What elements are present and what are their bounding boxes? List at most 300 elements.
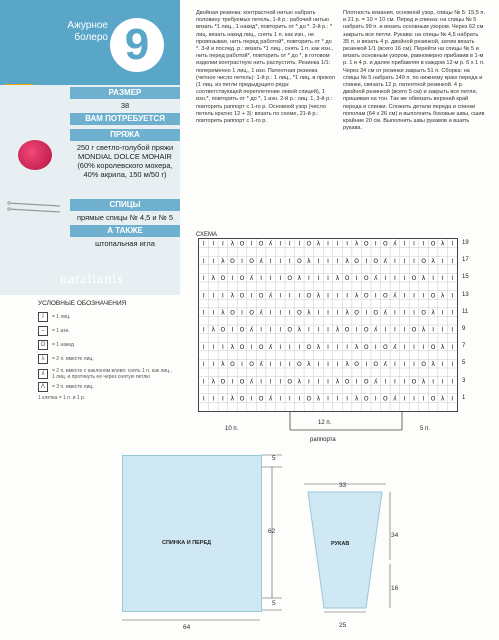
chart-cell-symbol: I bbox=[221, 395, 224, 403]
chart-cell-symbol: O bbox=[363, 240, 369, 248]
chart-cell-symbol: O bbox=[373, 257, 379, 265]
chart-cell-symbol: I bbox=[317, 378, 320, 386]
chart-cell-symbol: I bbox=[413, 395, 415, 403]
chart-cell-symbol: O bbox=[239, 275, 245, 283]
needles-header: СПИЦЫ bbox=[70, 199, 180, 211]
chart-cell-symbol: I bbox=[260, 275, 263, 283]
chart-cell-symbol: O bbox=[230, 361, 235, 369]
chart-cell-symbol: λ bbox=[354, 292, 359, 300]
chart-cell-symbol: λ bbox=[230, 292, 235, 300]
chart-cell-symbol: I bbox=[327, 343, 329, 351]
chart-cell-symbol: λ bbox=[307, 257, 311, 265]
chart-cell-symbol: ʎ bbox=[373, 326, 378, 334]
chart-cell-symbol: I bbox=[441, 309, 444, 317]
chart-cell-symbol: I bbox=[422, 240, 425, 248]
chart-cell-symbol: I bbox=[298, 343, 301, 351]
back-top-dim: 5 bbox=[272, 455, 276, 462]
chart-cell-symbol: λ bbox=[354, 343, 359, 351]
chart-cell-symbol: I bbox=[250, 343, 253, 351]
chart-cell-symbol: I bbox=[241, 361, 243, 369]
chart-cell-symbol: ʎ bbox=[259, 361, 263, 369]
chart-cell-symbol: ʎ bbox=[268, 343, 273, 351]
chart-cell-symbol: I bbox=[441, 326, 444, 334]
chart-cell-symbol: ʎ bbox=[249, 326, 254, 334]
chart-cell-symbol: I bbox=[298, 292, 301, 300]
chart-cell-symbol: O bbox=[249, 309, 254, 317]
yarn-header: ПРЯЖА bbox=[70, 129, 180, 141]
chart-cell-symbol: O bbox=[249, 257, 254, 265]
chart-cell-symbol: I bbox=[260, 326, 263, 334]
chart-cell-symbol: O bbox=[354, 257, 360, 265]
needles-value: прямые спицы № 4,5 и № 5 bbox=[77, 213, 173, 222]
chart-cell-symbol: O bbox=[430, 395, 436, 403]
chart-cell-symbol: I bbox=[288, 240, 291, 248]
legend-title: УСЛОВНЫЕ ОБОЗНАЧЕНИЯ bbox=[38, 300, 127, 307]
instructions-col1: Двойная резинка: контрастной нитью набрать половину требуемых петель, 1-й р.: рабочей нитью вязать *1 лиц., 1 накид*, повторить от * до *. 2-й р.: * лиц. вязать накид лиц., снять 1 п. как изн., не провязывая, нить перед работой*, повторить от * до *. 3-й и послед. р.: вязать *1 лиц., снять 1 п. как изн., нить перед работой*, повторить от * до *, в готовом изделии контрастную нить распустить. Резинка 1/1: попеременно 1 лиц., 1 изн. Патентная резинка (четное число петель): 1-й р.: 1 лиц., *1 лиц. в прокол (1 лиц. из петли предыдущего ряда: соответствующей переплетение левой спицей), 1 изн.*, повторить от * до *, 1 изн. 2-й р.: лиц. 1, 3-й р.: повторить раппорт с 1-го р. Основной узор (число петель кратно 12 + 3): вязать по схеме, 21-й р.: повторить раппорт с 1-го р. bbox=[196, 10, 335, 125]
legend-text: = 3 п. вместе лиц. bbox=[52, 384, 94, 390]
chart-cell-symbol: I bbox=[413, 257, 415, 265]
chart-cell-symbol: I bbox=[422, 395, 425, 403]
chart-cell-symbol: ʎ bbox=[393, 292, 397, 300]
chart-cell-symbol: I bbox=[307, 275, 310, 283]
chart-cell-symbol: ʎ bbox=[393, 343, 397, 351]
pattern-title: Ажурное болеро bbox=[67, 20, 108, 43]
back-width-dim: 64 bbox=[183, 624, 191, 631]
chart-cell-symbol: I bbox=[288, 361, 291, 369]
chart-cell-symbol: I bbox=[212, 343, 215, 351]
chart-cell-symbol: O bbox=[382, 240, 388, 248]
chart-cell-symbol: I bbox=[327, 395, 329, 403]
chart-cell-symbol: I bbox=[422, 343, 425, 351]
chart-cell-symbol: I bbox=[269, 326, 272, 334]
chart-cell-symbol: I bbox=[441, 361, 444, 369]
legend-symbol: λ bbox=[38, 354, 48, 364]
chart-cell-symbol: I bbox=[393, 378, 396, 386]
chart-cell-symbol: I bbox=[393, 326, 396, 334]
chart-cell-symbol: I bbox=[212, 309, 215, 317]
chart-cell-symbol: λ bbox=[221, 361, 225, 369]
chart-cell-symbol: λ bbox=[316, 395, 321, 403]
chart-cell-symbol: λ bbox=[230, 343, 235, 351]
chart-cell-symbol: λ bbox=[307, 309, 311, 317]
legend-symbol: O bbox=[38, 340, 48, 350]
chart-cell-symbol: I bbox=[202, 292, 205, 300]
legend-item bbox=[38, 382, 172, 392]
chart-cell-symbol: λ bbox=[211, 326, 216, 334]
chart-row-number: 19 bbox=[462, 240, 469, 246]
rapport-bracket bbox=[198, 412, 456, 436]
sleeve-top-dim: 33 bbox=[339, 482, 347, 489]
also-value: штопальная игла bbox=[95, 239, 155, 248]
legend-text: = 1 изн. bbox=[52, 328, 70, 334]
sleeve-piece bbox=[300, 480, 400, 615]
chart-cell-symbol: I bbox=[269, 378, 272, 386]
chart-cell-symbol: λ bbox=[230, 395, 235, 403]
chart-cell-symbol: O bbox=[382, 395, 388, 403]
chart-cell-symbol: I bbox=[279, 326, 282, 334]
chart-cell-symbol: I bbox=[403, 309, 406, 317]
chart-cell-symbol: λ bbox=[421, 378, 426, 386]
chart-row-number: 13 bbox=[462, 291, 469, 298]
chart-cell-symbol: I bbox=[384, 378, 387, 386]
chart-cell-symbol: λ bbox=[221, 257, 225, 265]
chart-row-number: 1 bbox=[462, 394, 466, 401]
chart-cell-symbol: O bbox=[421, 361, 426, 369]
legend-text: = 2 п. вместе лиц. bbox=[52, 356, 94, 362]
chart-cell-symbol: I bbox=[212, 240, 215, 248]
chart-cell-symbol: I bbox=[221, 292, 224, 300]
chart-cell-symbol: O bbox=[421, 309, 426, 317]
chart-cell-symbol: I bbox=[384, 275, 387, 283]
chart-cell-symbol: I bbox=[279, 343, 282, 351]
chart-cell-symbol: ʎ bbox=[268, 292, 273, 300]
chart-cell-symbol: λ bbox=[297, 275, 302, 283]
chart-cell-symbol: I bbox=[298, 240, 301, 248]
sleeve-label: РУКАВ bbox=[331, 541, 350, 547]
chart-cell-symbol: I bbox=[288, 343, 291, 351]
legend-text: = 1 накид bbox=[52, 342, 74, 348]
chart-cell-symbol: λ bbox=[431, 257, 435, 265]
legend-note: 1 клетка = 1 п. и 1 р. bbox=[38, 395, 86, 401]
chart-cell-symbol: O bbox=[306, 343, 312, 351]
chart-cell-symbol: I bbox=[202, 326, 205, 334]
chart-cell-symbol: I bbox=[413, 361, 415, 369]
chart-cell-symbol: I bbox=[365, 361, 368, 369]
chart-cell-symbol: I bbox=[413, 309, 415, 317]
sleeve-cuff-dim: 16 bbox=[391, 585, 399, 592]
chart-cell-symbol: I bbox=[451, 309, 454, 317]
chart-cell-symbol: I bbox=[336, 292, 339, 300]
legend-symbol: ʎ bbox=[38, 369, 48, 379]
chart-cell-symbol: O bbox=[306, 395, 312, 403]
chart-cell-symbol: I bbox=[336, 309, 339, 317]
chart-cell-symbol: I bbox=[288, 257, 291, 265]
chart-cell-symbol: I bbox=[241, 309, 243, 317]
chart-cell-symbol: I bbox=[307, 326, 310, 334]
chart-cell-symbol: I bbox=[317, 326, 320, 334]
legend-item bbox=[38, 326, 172, 336]
chart-cell-symbol: I bbox=[413, 343, 415, 351]
chart-cell-symbol: O bbox=[296, 257, 302, 265]
chart-cell-symbol: I bbox=[441, 378, 444, 386]
chart-cell-symbol: I bbox=[346, 343, 349, 351]
chart-cell-symbol: λ bbox=[431, 309, 435, 317]
chart-cell-symbol: I bbox=[241, 257, 243, 265]
legend-item bbox=[38, 368, 172, 380]
chart-cell-symbol: I bbox=[393, 257, 396, 265]
instructions-col2: Плотность вязания, основной узор, спицы № 5: 15,5 п. и 21 р. = 10 × 10 см. Перед и спинка: на спицы № 5 набрать 99 п. и вязать основным узором. Через 62 см закрыть все петли. Рукава: на спицы № 4,5 набрать 35 п. и вязать 4 р. двойной резинкой, затем вязать резинкой 1/1 (всего 16 см). Перейти на спицы № 5 и вязать основным узором, равномерно прибавив в 1-м р. 1 и 4 р. и далее прибавляя в каждом 12-м р. 6 х 1 п. Через 34 см от резинки закрыть 51 п. Сборка: на спицы № 5 набрать 149 п. по нижнему краю переда и спинки, связать 12 р. патентной резинкой. 4 р. двойной резинкой (всего 5 см) и закрыть все петли, пришивая на тон. Так же обвязать верхний край переда и спинки. Сложить детали переда и спинки пополам (64 х 26 см) и выполнить боковые швы, сшив крайние 20 см. Выполнить швы рукавов и вшить рукава. bbox=[343, 10, 486, 132]
chart-cell-symbol: I bbox=[336, 395, 339, 403]
chart-cell-symbol: I bbox=[403, 326, 406, 334]
chart-cell-symbol: I bbox=[212, 292, 215, 300]
chart-cell-symbol: I bbox=[451, 292, 454, 300]
chart-cell-symbol: O bbox=[287, 326, 293, 334]
chart-cell-symbol: I bbox=[279, 275, 282, 283]
chart-cell-symbol: I bbox=[202, 309, 205, 317]
chart-cell-symbol: O bbox=[287, 378, 293, 386]
chart-cell-symbol: I bbox=[202, 361, 205, 369]
chart-cell-symbol: I bbox=[403, 275, 406, 283]
chart-cell-symbol: λ bbox=[421, 326, 426, 334]
chart-cell-symbol: I bbox=[269, 275, 272, 283]
chart-cell-symbol: O bbox=[421, 257, 426, 265]
chart-cell-symbol: O bbox=[382, 343, 388, 351]
chart-cell-symbol: O bbox=[220, 378, 226, 386]
chart-cell-symbol: λ bbox=[335, 378, 340, 386]
chart-cell-symbol: I bbox=[346, 240, 349, 248]
chart-cell-symbol: λ bbox=[316, 343, 321, 351]
chart-cell-symbol: I bbox=[202, 275, 205, 283]
chart-cell-symbol: λ bbox=[297, 326, 302, 334]
chart-cell-symbol: O bbox=[430, 240, 436, 248]
chart-cell-symbol: I bbox=[451, 343, 454, 351]
chart-cell-symbol: ʎ bbox=[259, 257, 263, 265]
chart-cell-symbol: I bbox=[403, 257, 406, 265]
chart-cell-symbol: I bbox=[260, 378, 263, 386]
legend-item bbox=[38, 312, 172, 322]
needles-image bbox=[6, 200, 62, 214]
chart-cell-symbol: O bbox=[382, 292, 388, 300]
chart-cell-symbol: I bbox=[202, 378, 205, 386]
brand-watermark: natalianis bbox=[60, 272, 124, 287]
chart-cell-symbol: I bbox=[403, 378, 406, 386]
chart-cell-symbol: λ bbox=[297, 378, 302, 386]
chart-cell-symbol: I bbox=[202, 343, 205, 351]
chart-cell-symbol: O bbox=[344, 275, 350, 283]
yarn-ball-image bbox=[18, 140, 52, 170]
legend-symbol: – bbox=[38, 326, 48, 336]
chart-cell-symbol: λ bbox=[211, 275, 216, 283]
chart-cell-symbol: λ bbox=[307, 361, 311, 369]
chart-cell-symbol: I bbox=[202, 257, 205, 265]
size-header: РАЗМЕР bbox=[70, 87, 180, 99]
chart-cell-symbol: λ bbox=[335, 275, 340, 283]
chart-cell-symbol: I bbox=[393, 309, 396, 317]
chart-cell-symbol: O bbox=[258, 343, 264, 351]
chart-cell-symbol: O bbox=[411, 275, 417, 283]
chart-cell-symbol: I bbox=[250, 240, 253, 248]
chart-cell-symbol: I bbox=[212, 257, 215, 265]
chart-cell-symbol: I bbox=[393, 275, 396, 283]
chart-cell-symbol: I bbox=[317, 361, 320, 369]
chart-cell-symbol: I bbox=[365, 257, 368, 265]
chart-cell-symbol: I bbox=[317, 275, 320, 283]
chart-cell-symbol: O bbox=[230, 309, 235, 317]
chart-cell-symbol: ʎ bbox=[373, 275, 378, 283]
chart-cell-symbol: I bbox=[403, 240, 406, 248]
chart-cell-symbol: λ bbox=[354, 240, 359, 248]
chart-bottom-right: 5 п. bbox=[420, 426, 430, 432]
chart-cell-symbol: O bbox=[239, 240, 245, 248]
chart-cell-symbol: I bbox=[298, 395, 301, 403]
chart-cell-symbol: I bbox=[441, 257, 444, 265]
chart-cell-symbol: I bbox=[422, 292, 425, 300]
chart-cell-symbol: I bbox=[279, 361, 282, 369]
chart-cell-symbol: I bbox=[355, 275, 358, 283]
chart-cell-symbol: λ bbox=[211, 378, 216, 386]
chart-cell-symbol: O bbox=[258, 240, 264, 248]
chart-cell-symbol: I bbox=[231, 378, 234, 386]
also-header: А ТАКЖЕ bbox=[70, 225, 180, 237]
chart-cell-symbol: λ bbox=[221, 309, 225, 317]
chart-cell-symbol: I bbox=[279, 395, 282, 403]
chart-cell-symbol: I bbox=[365, 309, 368, 317]
chart-cell-symbol: I bbox=[451, 378, 454, 386]
chart-cell-symbol: I bbox=[355, 378, 358, 386]
chart-cell-symbol: I bbox=[327, 361, 329, 369]
back-dimensions bbox=[120, 450, 290, 640]
chart-cell-symbol: I bbox=[346, 395, 349, 403]
back-mid-dim: 62 bbox=[268, 528, 276, 535]
chart-cell-symbol: I bbox=[327, 326, 329, 334]
chart-cell-symbol: I bbox=[451, 257, 454, 265]
chart-cell-symbol: I bbox=[212, 395, 215, 403]
chart-cell-symbol: I bbox=[327, 378, 329, 386]
chart-cell-symbol: O bbox=[344, 326, 350, 334]
chart-cell-symbol: O bbox=[373, 361, 379, 369]
chart-bottom-mid: 12 п. bbox=[318, 420, 332, 426]
chart-cell-symbol: I bbox=[403, 343, 406, 351]
chart-cell-symbol: I bbox=[288, 395, 291, 403]
chart-cell-symbol: I bbox=[374, 240, 377, 248]
chart-cell-symbol: I bbox=[393, 361, 396, 369]
chart-cell-symbol: I bbox=[336, 257, 339, 265]
legend-symbol: Λ bbox=[38, 382, 48, 392]
chart-row-number: 7 bbox=[462, 343, 466, 350]
chart-cell-symbol: O bbox=[239, 395, 245, 403]
chart-cell-symbol: I bbox=[269, 257, 272, 265]
sidebar-panel bbox=[0, 85, 180, 295]
chart-cell-symbol: I bbox=[288, 309, 291, 317]
chart-cell-symbol: I bbox=[432, 378, 435, 386]
chart-cell-symbol: O bbox=[249, 361, 254, 369]
chart-cell-symbol: I bbox=[327, 292, 329, 300]
chart-cell-symbol: I bbox=[374, 343, 377, 351]
chart-cell-symbol: O bbox=[258, 395, 264, 403]
chart-cell-symbol: O bbox=[239, 378, 245, 386]
back-bottom-dim: 5 bbox=[272, 600, 276, 607]
chart-cell-symbol: I bbox=[327, 240, 329, 248]
chart-cell-symbol: I bbox=[279, 257, 282, 265]
chart-cell-symbol: ʎ bbox=[383, 361, 388, 369]
chart-cell-symbol: I bbox=[279, 309, 282, 317]
chart-cell-symbol: I bbox=[451, 240, 454, 248]
chart-cell-symbol: O bbox=[363, 275, 369, 283]
chart-cell-symbol: λ bbox=[421, 275, 426, 283]
chart-cell-symbol: I bbox=[269, 361, 272, 369]
chart-cell-symbol: λ bbox=[354, 395, 359, 403]
pattern-header bbox=[0, 0, 180, 85]
chart-cell-symbol: ʎ bbox=[383, 309, 388, 317]
chart-cell-symbol: O bbox=[363, 343, 369, 351]
chart-cell-symbol: I bbox=[279, 378, 282, 386]
chart-cell-symbol: I bbox=[317, 257, 320, 265]
chart-cell-symbol: ʎ bbox=[259, 309, 263, 317]
chart-cell-symbol: I bbox=[374, 395, 377, 403]
chart-cell-symbol: I bbox=[231, 326, 234, 334]
legend-item bbox=[38, 340, 172, 350]
chart-cell-symbol: ʎ bbox=[268, 395, 273, 403]
chart-cell-symbol: I bbox=[374, 292, 377, 300]
chart-cell-symbol: λ bbox=[316, 292, 321, 300]
size-value: 38 bbox=[120, 101, 130, 110]
chart-cell-symbol: I bbox=[384, 326, 387, 334]
chart-cell-symbol: O bbox=[411, 378, 417, 386]
chart-cell-symbol: λ bbox=[440, 240, 445, 248]
chart-cell-symbol: O bbox=[239, 343, 245, 351]
chart-cell-symbol: O bbox=[363, 292, 369, 300]
chart-cell-symbol: O bbox=[363, 395, 369, 403]
chart-cell-symbol: I bbox=[451, 275, 454, 283]
chart-cell-symbol: I bbox=[231, 275, 234, 283]
chart-cell-symbol: I bbox=[432, 275, 435, 283]
chart-cell-symbol: I bbox=[317, 309, 320, 317]
chart-cell-symbol: ʎ bbox=[393, 240, 397, 248]
chart-cell-symbol: O bbox=[354, 309, 360, 317]
chart-cell-symbol: λ bbox=[335, 326, 340, 334]
chart-cell-symbol: ʎ bbox=[249, 275, 254, 283]
chart-cell-symbol: I bbox=[269, 309, 272, 317]
chart-cell-symbol: O bbox=[239, 292, 245, 300]
chart-cell-symbol: ʎ bbox=[373, 378, 378, 386]
chart-cell-symbol: O bbox=[306, 240, 312, 248]
chart-cell-symbol: I bbox=[403, 395, 406, 403]
chart-cell-symbol: I bbox=[279, 292, 282, 300]
legend-text: = 1 лиц. bbox=[52, 314, 71, 320]
knitting-chart bbox=[198, 238, 458, 412]
chart-cell-symbol: O bbox=[239, 326, 245, 334]
chart-cell-symbol: I bbox=[279, 240, 282, 248]
chart-cell-symbol: ʎ bbox=[268, 240, 273, 248]
chart-bottom-left: 10 п. bbox=[225, 426, 239, 432]
chart-label: СХЕМА bbox=[196, 232, 217, 238]
chart-cell-symbol: O bbox=[220, 275, 226, 283]
chart-cell-symbol: I bbox=[221, 343, 224, 351]
chart-cell-symbol: I bbox=[413, 240, 415, 248]
chart-cell-symbol: I bbox=[327, 275, 329, 283]
chart-cell-symbol: I bbox=[336, 361, 339, 369]
chart-cell-symbol: λ bbox=[440, 343, 445, 351]
chart-cell-symbol: I bbox=[250, 395, 253, 403]
need-header: ВАМ ПОТРЕБУЕТСЯ bbox=[70, 113, 180, 125]
legend-text: = 2 п. вместе с наклоном влево: снять 1 п. как лиц., 1 лиц. и протянуть ее через снятую петлю bbox=[52, 368, 172, 380]
chart-cell-symbol: ʎ bbox=[249, 378, 254, 386]
chart-cell-symbol: I bbox=[432, 326, 435, 334]
chart-row-number: 3 bbox=[462, 377, 466, 384]
yarn-value: 250 г светло-голубой пряжи MONDIAL DOLCE MOHAIR (60% королевского мохера, 40% акрила, 150 м/50 г) bbox=[76, 143, 174, 179]
chart-cell-symbol: O bbox=[287, 275, 293, 283]
chart-row-number: 15 bbox=[462, 274, 469, 281]
back-front-label: СПИНКА И ПЕРЕД bbox=[162, 540, 212, 546]
chart-cell-symbol: O bbox=[430, 343, 436, 351]
chart-cell-symbol: O bbox=[296, 361, 302, 369]
sleeve-bottom-dim: 25 bbox=[339, 622, 347, 629]
chart-cell-symbol: λ bbox=[230, 240, 235, 248]
chart-cell-symbol: I bbox=[403, 361, 406, 369]
chart-row-number: 5 bbox=[462, 360, 466, 367]
chart-cell-symbol: O bbox=[344, 378, 350, 386]
chart-cell-symbol: λ bbox=[345, 309, 349, 317]
chart-cell-symbol: I bbox=[413, 292, 415, 300]
chart-cell-symbol: λ bbox=[440, 395, 445, 403]
chart-cell-symbol: λ bbox=[440, 292, 445, 300]
chart-cell-symbol: I bbox=[212, 361, 215, 369]
legend-symbol: I bbox=[38, 312, 48, 322]
chart-cell-symbol: O bbox=[363, 378, 369, 386]
chart-cell-symbol: I bbox=[202, 395, 205, 403]
chart-cell-symbol: λ bbox=[431, 361, 435, 369]
chart-cell-symbol: O bbox=[306, 292, 312, 300]
